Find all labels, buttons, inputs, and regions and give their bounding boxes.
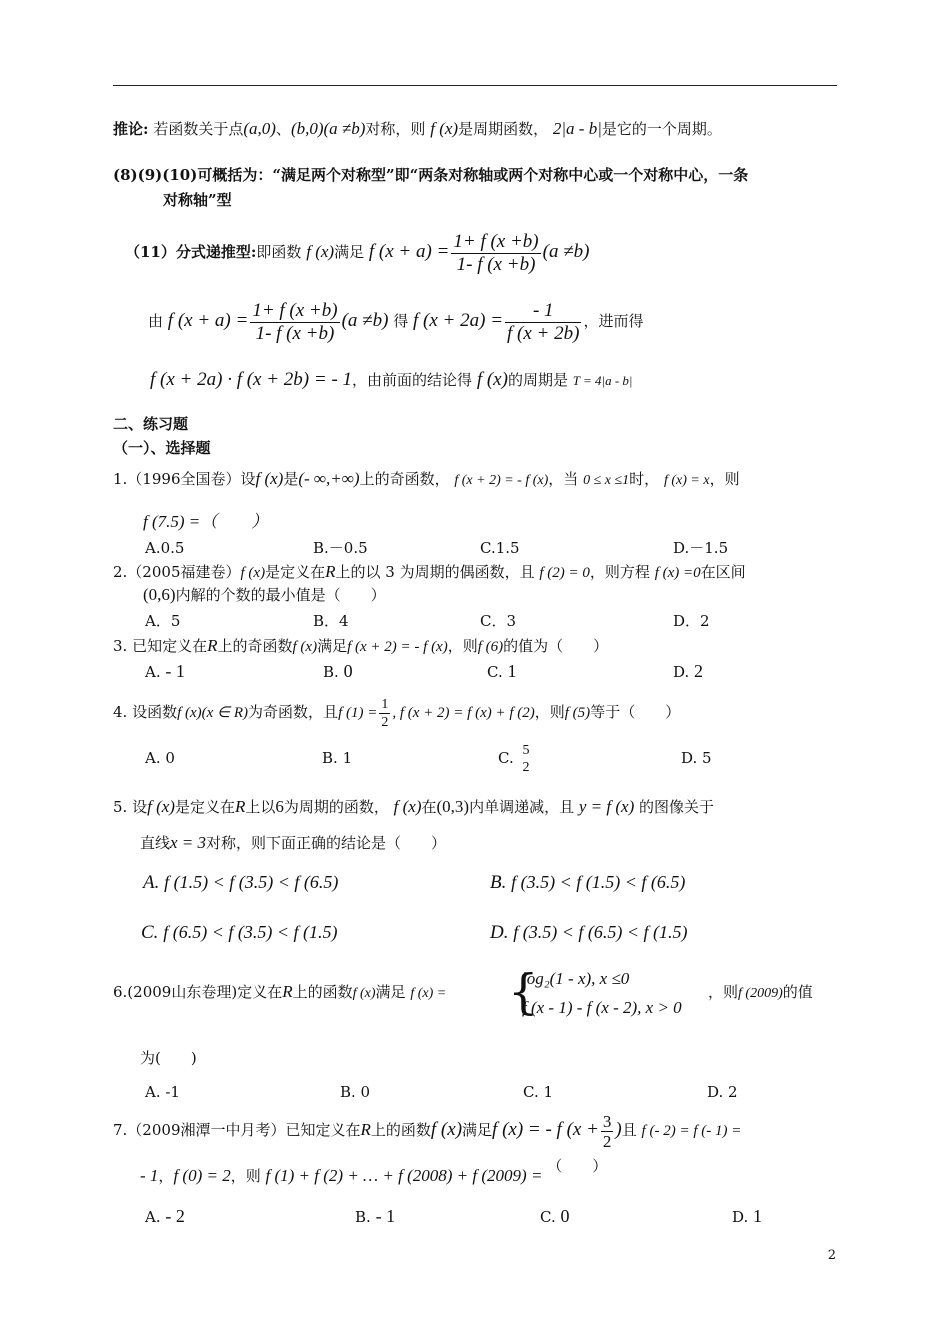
derivation-you: 由 [148, 312, 164, 330]
q4-option-a-label: A. [145, 749, 161, 767]
q3-option-b-label: B. [323, 663, 339, 681]
q7-option-d[interactable] [732, 1206, 762, 1227]
q4-option-c-den: 2 [522, 760, 530, 775]
q5-option-d-label: D. [490, 922, 509, 943]
q6-brace: { [508, 964, 539, 1020]
q1-range: 0 ≤ x ≤1 [583, 473, 630, 488]
q1-ask [143, 512, 268, 532]
q2-option-a[interactable]: A．5 [145, 612, 181, 630]
q3-option-c-label: C. [487, 663, 503, 681]
q2-option-d[interactable]: D．2 [673, 612, 710, 630]
q7-ask: （ ） [547, 1157, 608, 1175]
q1-option-b[interactable]: B.－0.5 [313, 539, 368, 557]
q2-option-c[interactable]: C．3 [480, 612, 517, 630]
derivation-lhs: f (x + a) = [167, 310, 249, 331]
q6-tail [708, 982, 813, 1004]
q4-f1: f (1) = [338, 705, 378, 721]
q2-interval: (0,6) [143, 585, 176, 604]
q7-option-b[interactable] [355, 1206, 395, 1227]
derivation-fraction [250, 300, 339, 345]
corollary-text1: 若函数关于点 [153, 120, 244, 138]
q6-fx: f (x) [352, 986, 376, 1001]
q5-a: 5. 设 [113, 798, 148, 816]
q4-option-b-label: B. [322, 749, 338, 767]
section11-text1: 即函数 [256, 243, 302, 261]
q6-case2-text: f (x - 1) - f (x - 2), x > 0 [522, 998, 682, 1017]
q2-b: 是定义在 [265, 563, 326, 581]
q4-option-c-num: 5 [522, 743, 530, 758]
q5-option-c-value: f (6.5) < f (3.5) < f (1.5) [163, 922, 338, 942]
q6-e: 的值 [782, 983, 813, 1001]
q6-option-c[interactable]: C. 1 [523, 1083, 554, 1101]
q4-option-a-value: 0 [165, 749, 175, 767]
q5-line2-a: 直线 [140, 834, 171, 852]
corollary-label: 推论: [113, 120, 149, 138]
q6-line2: 为( ) [140, 1049, 197, 1067]
q4-option-b-value: 1 [342, 749, 353, 767]
q2-c: 上的以 3 为周期的偶函数，且 [335, 563, 535, 581]
corollary-line [113, 119, 722, 139]
q3-f6: f (6) [477, 639, 504, 655]
section11-fx: f (x) [306, 242, 335, 261]
q5-option-c-label: C. [141, 922, 159, 943]
q3-option-c[interactable] [487, 661, 517, 682]
q5-interval: (0,3) [436, 797, 470, 816]
derivation-num2: - 1 [505, 300, 581, 323]
section11-line [125, 229, 589, 276]
q5-line2 [140, 833, 446, 853]
q7-option-a[interactable] [145, 1206, 185, 1227]
q3-fx: f (x) [292, 639, 318, 655]
corollary-text4: 是它的一个周期。 [601, 120, 722, 138]
q7-eq-end: ) [615, 1119, 622, 1140]
section11-cond: (a ≠b) [542, 241, 590, 262]
derivation-cond: (a ≠b) [341, 310, 389, 331]
q3-cond: f (x + 2) = - f (x) [347, 639, 448, 655]
q7-fraction [601, 1112, 614, 1151]
q7-den: 2 [602, 1131, 612, 1151]
q1-eq: f (x) = x [663, 473, 710, 488]
q1-t2: 上的奇函数， [359, 470, 450, 488]
section2-sub: （一）、选择题 [113, 439, 211, 457]
q2-option-b[interactable]: B．4 [313, 612, 349, 630]
q6-case1-text: log₂(1 - x), x ≤0 [522, 969, 630, 988]
q1-option-c[interactable]: C.1.5 [480, 539, 520, 557]
q1-t3: ，当 [548, 470, 579, 488]
summary-line2: 对称轴”型 [163, 191, 232, 209]
q4-num: 1 [381, 696, 389, 712]
q5-f: 内单调递减，且 [469, 798, 575, 816]
q3-option-b[interactable] [323, 661, 353, 682]
section2-title: 二、练习题 [113, 415, 189, 433]
q5-option-b-value: f (3.5) < f (1.5) < f (6.5) [511, 872, 686, 892]
q4-option-c-fraction [521, 742, 532, 776]
q3-option-b-value: 0 [343, 661, 353, 681]
q4-a: 4. 设函数 [113, 703, 178, 721]
q1-domain: (- ∞,+∞) [298, 469, 360, 488]
q4-option-d-label: D. [681, 749, 698, 767]
q2-fx: f (x) [240, 565, 266, 581]
q6-option-b[interactable]: B. 0 [340, 1083, 371, 1101]
q7-line1 [113, 1108, 741, 1153]
q4-den: 2 [381, 714, 389, 730]
derivation-lhs2: f (x + 2a) = [413, 310, 504, 331]
q7-line2 [140, 1157, 608, 1186]
q7-num: 3 [602, 1111, 612, 1131]
q3-line [113, 636, 608, 657]
q7-cond: f (- 2) = f (- 1) = [641, 1123, 742, 1139]
derivation-line2 [150, 370, 633, 391]
q1-ask-text: f (7.5) =（ ） [143, 512, 269, 531]
derivation-den: 1- f (x +b) [255, 322, 335, 344]
q7-a: 7.（2009湘潭一中月考）已知定义在 [113, 1121, 361, 1139]
q4-f5: f (5) [564, 705, 591, 721]
derivation-line1 [148, 298, 643, 345]
q4-c: ，则 [534, 703, 565, 721]
q7-line2-c: ，则 [230, 1167, 261, 1185]
derivation-num: 1+ f (x +b) [252, 299, 338, 321]
q6-b: 上的函数 [292, 983, 353, 1001]
q2-d: ，则方程 [589, 563, 650, 581]
q5-g: 的图像关于 [639, 798, 715, 816]
q7-option-b-value: - 1 [375, 1206, 396, 1226]
q1-t5: ，则 [709, 470, 740, 488]
q1-option-a[interactable]: A.0.5 [145, 539, 185, 557]
q3-option-c-value: 1 [507, 661, 517, 681]
q7-option-d-value: 1 [753, 1206, 763, 1226]
q3-option-a-label: A. [145, 663, 161, 681]
q4-cond: , f (x + 2) = f (x) + f (2) [392, 705, 535, 721]
q7-eq: f (x) = - f (x + [492, 1119, 599, 1140]
q2-f2: f (2) = 0 [539, 565, 590, 581]
q7-option-a-label: A. [145, 1208, 161, 1226]
q1-t1: 是 [283, 470, 299, 488]
q5-x3: x = 3 [170, 833, 207, 852]
q7-option-b-label: B. [355, 1208, 371, 1226]
section11-text2: 满足 [334, 243, 365, 261]
q5-option-d[interactable] [490, 922, 688, 943]
q5-six: 6 [275, 797, 284, 816]
q4-fx: f (x)(x ∈ R) [177, 705, 249, 721]
q6-c: 满足 [375, 983, 406, 1001]
section11-lhs: f (x + a) = [368, 241, 450, 262]
q3-a: 3. 已知定义在 [113, 637, 208, 655]
q5-fx2: f (x) [393, 797, 422, 816]
q4-d: 等于（ ） [590, 703, 681, 721]
q6-lhs: f (x) = [410, 986, 447, 1001]
q3-option-d-value: 2 [694, 661, 704, 681]
q3-option-d-label: D. [673, 663, 690, 681]
q6-option-a[interactable]: A. -1 [145, 1083, 180, 1101]
q4-line [113, 692, 680, 733]
q4-option-c[interactable] [498, 738, 534, 778]
summary-line1: (8)(9)(10)可概括为：“满足两个对称型”即“两条对称轴或两个对称中心或一个对称中心，一条 [113, 166, 749, 184]
q7-option-c-value: 0 [560, 1206, 570, 1226]
derivation-fraction2 [505, 300, 581, 345]
q7-fx: f (x) [430, 1119, 463, 1140]
section11-num: 1+ f (x +b) [453, 230, 539, 252]
q5-line1 [113, 790, 714, 824]
q7-b: 上的函数 [370, 1121, 431, 1139]
q5-line2-b: 对称，则下面正确的结论是（ ） [206, 834, 447, 852]
q7-line2-b: ， [158, 1167, 174, 1185]
q4-fraction [379, 696, 390, 731]
q6-case2 [522, 998, 682, 1018]
q2-R: R [325, 562, 336, 581]
q1-line1 [113, 469, 740, 491]
q7-d: 且 [621, 1121, 637, 1139]
q3-c: 满足 [317, 637, 348, 655]
corollary-sep: 、 [275, 120, 291, 138]
q7-option-a-value: - 2 [165, 1206, 185, 1226]
q5-option-b-label: B. [490, 872, 507, 893]
q5-fx: f (x) [147, 797, 175, 816]
q1-prefix: 1.（1996全国卷）设 [113, 470, 256, 488]
derivation-line2-text2: 的周期是 [507, 371, 568, 389]
section11-fraction [451, 231, 540, 276]
q7-line2-a: - 1 [140, 1166, 159, 1185]
q6-d: ，则 [708, 983, 739, 1001]
derivation-den2: f (x + 2b) [507, 322, 580, 344]
q2-e: 在区间 [700, 563, 746, 581]
q7-option-c-label: C. [540, 1208, 556, 1226]
q7-f0: f (0) = 2 [173, 1166, 231, 1185]
q6-a: 6.(2009山东卷理)定义在 [113, 983, 283, 1001]
q5-option-a-value: f (1.5) < f (3.5) < f (6.5) [164, 872, 339, 892]
derivation-line2-text: ，由前面的结论得 [352, 371, 473, 389]
q3-option-a-value: - 1 [165, 661, 185, 681]
header-rule [113, 85, 837, 86]
section11-label: （11）分式递推型: [125, 243, 257, 261]
q4-option-d[interactable] [681, 748, 712, 768]
q4-option-d-value: 5 [702, 749, 712, 767]
q2-line2-text: 内解的个数的最小值是（ ） [175, 586, 386, 604]
page-number: 2 [827, 1248, 836, 1263]
q7-sum: f (1) + f (2) + … + f (2008) + f (2009) = [265, 1166, 543, 1185]
q2-line1 [113, 562, 746, 583]
q7-c: 满足 [462, 1121, 493, 1139]
q3-e: 的值为（ ） [503, 637, 609, 655]
section11-den: 1- f (x +b) [456, 253, 536, 275]
q3-d: ，则 [447, 637, 478, 655]
q5-d: 为周期的函数， [283, 798, 389, 816]
q6-case1 [522, 969, 629, 989]
q1-option-d[interactable]: D.－1.5 [673, 539, 729, 557]
derivation-line2-math: f (x + 2a) · f (x + 2b) = - 1 [150, 369, 353, 390]
corollary-period: 2|a - b| [552, 119, 602, 138]
q5-b: 是定义在 [174, 798, 235, 816]
q1-cond: f (x + 2) = - f (x) [454, 473, 549, 488]
derivation-tail: ，进而得 [583, 312, 644, 330]
q1-fx: f (x) [255, 469, 284, 488]
q7-option-d-label: D. [732, 1208, 749, 1226]
q5-R: R [234, 797, 246, 816]
q2-a: 2.（2005福建卷） [113, 563, 241, 581]
q6-R: R [282, 982, 293, 1001]
derivation-period: T = 4|a - b| [572, 373, 633, 388]
q4-option-c-label: C. [498, 749, 514, 767]
q3-option-d[interactable] [673, 661, 703, 682]
q5-option-a[interactable] [143, 872, 338, 893]
q4-option-b[interactable] [322, 748, 352, 768]
corollary-fx: f (x) [430, 119, 459, 138]
q5-option-d-value: f (3.5) < f (6.5) < f (1.5) [513, 922, 688, 942]
q1-t4: 时， [629, 470, 660, 488]
q7-option-c[interactable] [540, 1206, 570, 1227]
q6-f2009: f (2009) [738, 986, 783, 1001]
q5-yfx: y = f (x) [578, 797, 635, 816]
q4-b: 为奇函数，且 [248, 703, 339, 721]
corollary-point-b: (b,0)(a ≠b) [290, 119, 366, 138]
corollary-point-a: (a,0) [243, 119, 276, 138]
q5-e: 在 [421, 798, 437, 816]
q6-option-d[interactable]: D. 2 [707, 1083, 738, 1101]
q3-R: R [207, 636, 218, 655]
derivation-de: 得 [393, 312, 409, 330]
derivation-fx: f (x) [476, 369, 508, 390]
q2-eq: f (x) =0 [654, 565, 701, 581]
q4-option-a[interactable] [145, 748, 175, 768]
q5-option-a-label: A. [143, 872, 160, 893]
q5-option-c[interactable] [141, 922, 337, 943]
q7-R: R [360, 1120, 371, 1139]
q2-line2 [143, 585, 386, 605]
q6-line1 [113, 982, 446, 1004]
q5-c: 上以 [245, 798, 276, 816]
q3-b: 上的奇函数 [217, 637, 293, 655]
corollary-text3: 是周期函数， [458, 120, 549, 138]
q3-option-a[interactable] [145, 661, 185, 682]
q5-option-b[interactable] [490, 872, 685, 893]
corollary-text2: 对称，则 [365, 120, 426, 138]
